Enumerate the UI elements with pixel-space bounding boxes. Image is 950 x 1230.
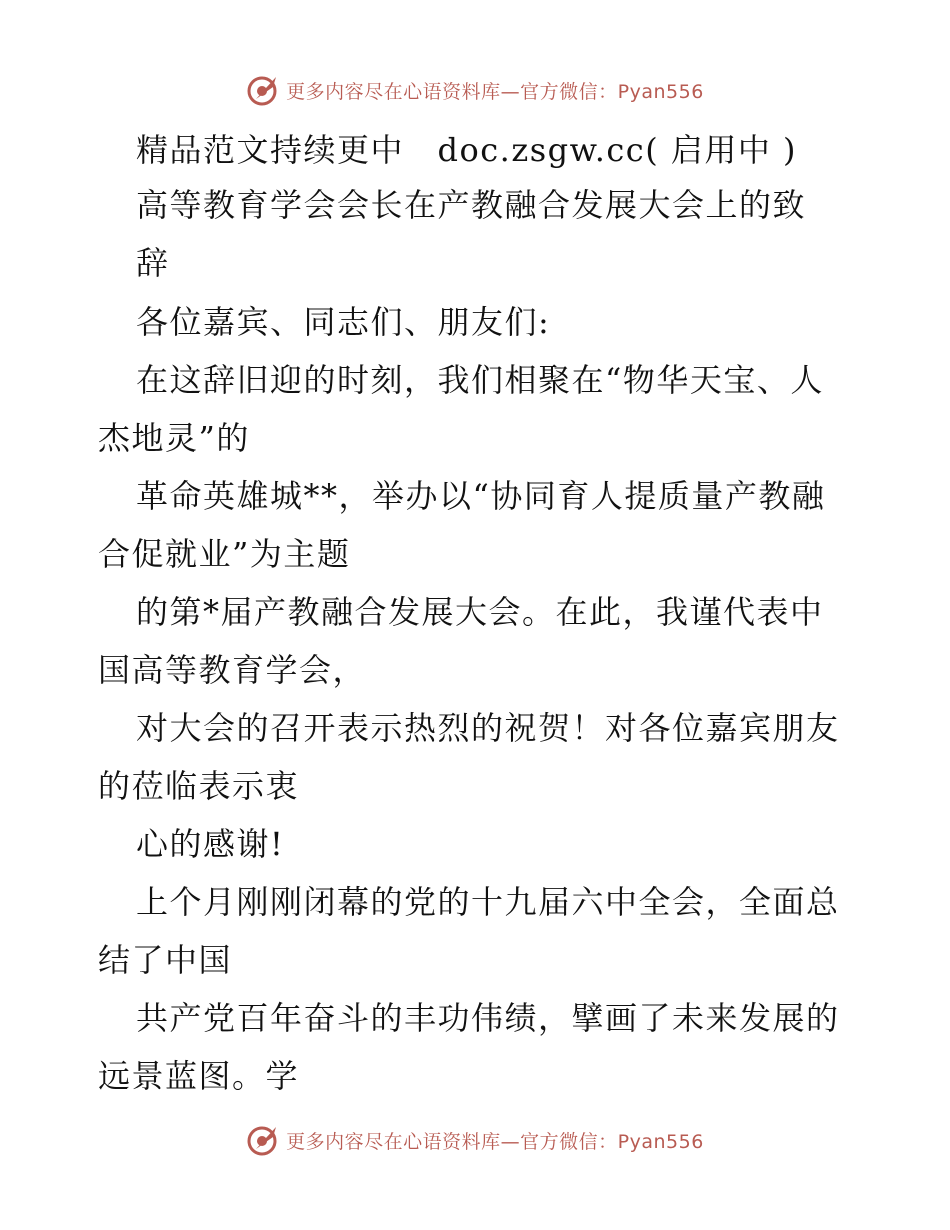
body-line: 心的感谢! <box>136 825 285 863</box>
banner-text: 更多内容尽在心语资料库—官方微信：Pyan556 <box>286 1130 704 1153</box>
footer-banner <box>0 1120 950 1160</box>
body-line: 结了中国 <box>98 941 233 979</box>
body-line: 对大会的召开表示热烈的祝贺！对各位嘉宾朋友 <box>136 709 840 747</box>
header-banner <box>0 70 950 110</box>
salutation: 各位嘉宾、同志们、朋友们: <box>136 303 551 341</box>
banner-text: 更多内容尽在心语资料库—官方微信：Pyan556 <box>286 80 704 103</box>
body-line: 精品范文持续更中 doc.zsgw.cc( 启用中 ) <box>136 131 798 169</box>
quill-logo-icon <box>246 1123 280 1157</box>
body-line: 的莅临表示衷 <box>98 767 300 805</box>
body-line: 合促就业”为主题 <box>98 535 351 573</box>
quill-logo-icon <box>246 73 280 107</box>
body-line: 革命英雄城**，举办以“协同育人提质量产教融 <box>136 477 826 515</box>
body-line: 远景蓝图。学 <box>98 1057 300 1095</box>
body-line: 的第*届产教融合发展大会。在此，我谨代表中 <box>136 593 824 631</box>
body-line: 杰地灵”的 <box>98 419 250 457</box>
body-line: 国高等教育学会， <box>98 651 367 689</box>
document-title-line: 辞 <box>136 244 170 282</box>
body-line: 上个月刚刚闭幕的党的十九届六中全会，全面总 <box>136 883 840 921</box>
document-title-line: 高等教育学会会长在产教融合发展大会上的致 <box>136 186 807 224</box>
body-line: 在这辞旧迎的时刻，我们相聚在“物华天宝、人 <box>136 361 824 399</box>
body-line: 共产党百年奋斗的丰功伟绩，擘画了未来发展的 <box>136 999 840 1037</box>
